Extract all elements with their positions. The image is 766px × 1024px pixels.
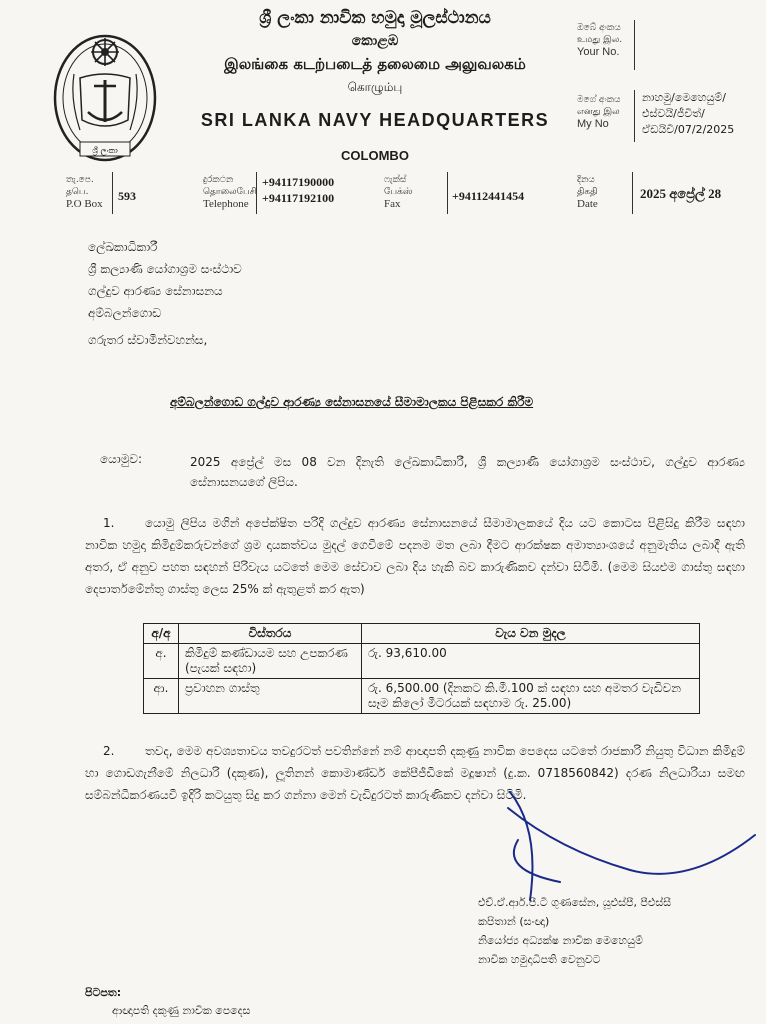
my-no-bracket <box>634 90 641 142</box>
date-value: 2025 අප්‍රේල් 28 <box>640 186 722 201</box>
addressee-line: අම්බලන්ගොඩ <box>88 306 162 320</box>
copies-label: පිටපත: <box>85 986 122 999</box>
telephone-value-2: +94117192100 <box>262 191 335 205</box>
paragraph-1 <box>85 512 745 600</box>
row-amount: රු. 93,610.00 <box>362 644 700 679</box>
fax-label: ෆැක්ස් பேக்ஸ் Fax <box>384 175 413 210</box>
your-no-label: ඔබේ අංකය உமது இல. Your No. <box>577 23 623 58</box>
title-sinhala: ශ්‍රී ලංකා නාවික හමුදා මූලස්ථානය <box>259 8 491 28</box>
fax-value: +94112441454 <box>452 189 525 203</box>
city-tamil: கொழும்பு <box>347 80 403 94</box>
table-row <box>144 679 700 714</box>
title-tamil: இலங்கை கடற்படைத் தலைமை அலுவலகம் <box>224 55 526 73</box>
telephone-label: දුරකථන தொலைபேசி Telephone <box>203 175 257 210</box>
telephone-value-1: +94117190000 <box>262 175 335 189</box>
cost-table <box>143 623 700 714</box>
title-english: SRI LANKA NAVY HEADQUARTERS <box>200 110 550 130</box>
paragraph-number: 1. <box>103 516 115 530</box>
date-label: දිනය திகதி Date <box>577 175 598 210</box>
city-sinhala: කොළඹ <box>351 33 399 49</box>
your-no-bracket <box>634 20 641 70</box>
paragraph-text: තවද, මෙම අවශ්‍යතාවය තවදුරටත් පවතින්නේ නම් ආඥාපති දකුණු නාවික පෙදෙස යටතේ රාජකාරි නියුතු විධාන කිමිදුම් හා ගොඩගැනීමේ නිලධාරි (දකුණ), ලූතිනන් කොමාණ්ඩර් කේපීජීඩීකේ මදූෂාන් (දු.ක. 0718560842) දරණ නිලධාරියා සමඟ සම්බන්ධීකරණයවී ඉදිරි කටයුතු සිදු කර ගන්නා මෙන් වැඩිදුරටත් කාරුණිකව දන්වා සිටිමි. <box>85 744 745 802</box>
my-no-label: මගේ අංකය எனது இல My No <box>577 95 621 130</box>
reference-text: 2025 අප්‍රේල් මස 08 වන දිනැති ලේඛකාධිකාරී, ශ්‍රී කල්‍යාණී යෝගාශ්‍රම සංස්ථාව, ගල්දුව ආරණ්‍ය සේනාසනයගේ ලිපිය. <box>190 455 745 489</box>
reference-label: යොමුව: <box>100 452 143 466</box>
row-description: කිමිදුම් කණ්ඩායම සහ උපකරණ (පැයක් සඳහා) <box>179 644 362 679</box>
column-header-no: අ/අ <box>144 624 179 644</box>
subject-heading: අම්බලන්ගොඩ ගල්දුව ආරණ්‍ය සේනාසනයේ සීමාමාලකය පිළිසකර කිරීම <box>170 395 534 409</box>
row-number: අ. <box>144 644 179 679</box>
addressee-block <box>88 236 242 324</box>
copies-item: ආඥාපති දකුණු නාවික පෙදෙස <box>112 1004 251 1017</box>
addressee-line: ශ්‍රී කල්‍යාණි යෝගාශ්‍රම සංස්ථාව <box>88 262 242 276</box>
signatory-on-behalf: නාවික හමුදාධිපති වෙනුවට <box>478 953 601 966</box>
addressee-line: ලේඛකාධිකාරී <box>88 240 158 254</box>
table-header-row <box>144 624 700 644</box>
signature-block <box>478 893 671 969</box>
telephone-bracket <box>256 172 261 214</box>
column-header-amount: වැය වන මුදල <box>362 624 700 644</box>
row-number: ආ. <box>144 679 179 714</box>
table-row <box>144 644 700 679</box>
pobox-bracket <box>112 172 117 214</box>
date-bracket <box>632 172 637 214</box>
my-no-value: නාහමු/මෙහෙයුම්/ එස්වයි/ජීවිත්/ ඒඩයිවී/07/2/2025 <box>642 91 735 136</box>
signatory-title: නියෝජ්‍ය අධ්‍යක්ෂ නාවික මෙහෙයුම් <box>478 934 643 947</box>
signatory-rank: කපිතාන් (සංඥා) <box>478 915 550 928</box>
addressee-line: ගල්දුව ආරණ්‍ය සේනාසනය <box>88 284 223 298</box>
paragraph-text: යොමු ලිපිය මගින් අපේක්ෂිත පරිදි ගල්දුව ආරණ්‍ය සේනාසනයේ සීමාමාලකයේ දිය යට කොටස පිළිසිදු කිරීම සඳහා නාවික හමුදා කිමිදුම්කරුවන්ගේ ශ්‍රම දායකත්වය මුදල් ගෙවීමේ පදනම මත ලබා දීමට ආරක්ෂක අමාත්‍යාංශයේ අනුමැතිය ලබාදී ඇති අතර, ඒ අනුව පහත සඳහන් පිරිවැය යටතේ මෙම සේවාව ලබා දිය හැකි බව කාරුණිකව දන්වා සිටිමි. (මෙම සියළුම ගාස්තු සඳහා දෙපාර්තමේන්තු ගාස්තු ලෙස 25% ක් ඇතුළත් කර ඇත) <box>85 516 745 596</box>
pobox-value: 593 <box>118 189 136 203</box>
city-english: COLOMBO <box>341 148 409 163</box>
column-header-description: විස්තරය <box>179 624 362 644</box>
handwritten-signature <box>470 790 760 910</box>
contact-row <box>0 168 766 220</box>
row-amount: රු. 6,500.00 (දිනකට කි.මී.100 ක් සඳහා සහ අමතර වැඩිවන සෑම කිලෝ මීටරයක් සඳහාම රු. 25.00) <box>362 679 700 714</box>
navy-crest-logo <box>50 30 160 170</box>
row-description: ප්‍රවාහන ගාස්තු <box>179 679 362 714</box>
pobox-label: තැ.පෙ. தபெ. P.O Box <box>66 175 103 210</box>
paragraph-number: 2. <box>103 744 115 758</box>
salutation: ගරුතර ස්වාමීන්වහන්ස, <box>88 333 208 347</box>
signatory-name: එච්.ඒ.ආර්.පී.ටී ගුණසේන, යූඑස්පී, පීඑස්සී <box>478 896 672 909</box>
crest-scroll-text: ශ්‍රී ලංකා <box>92 146 118 155</box>
